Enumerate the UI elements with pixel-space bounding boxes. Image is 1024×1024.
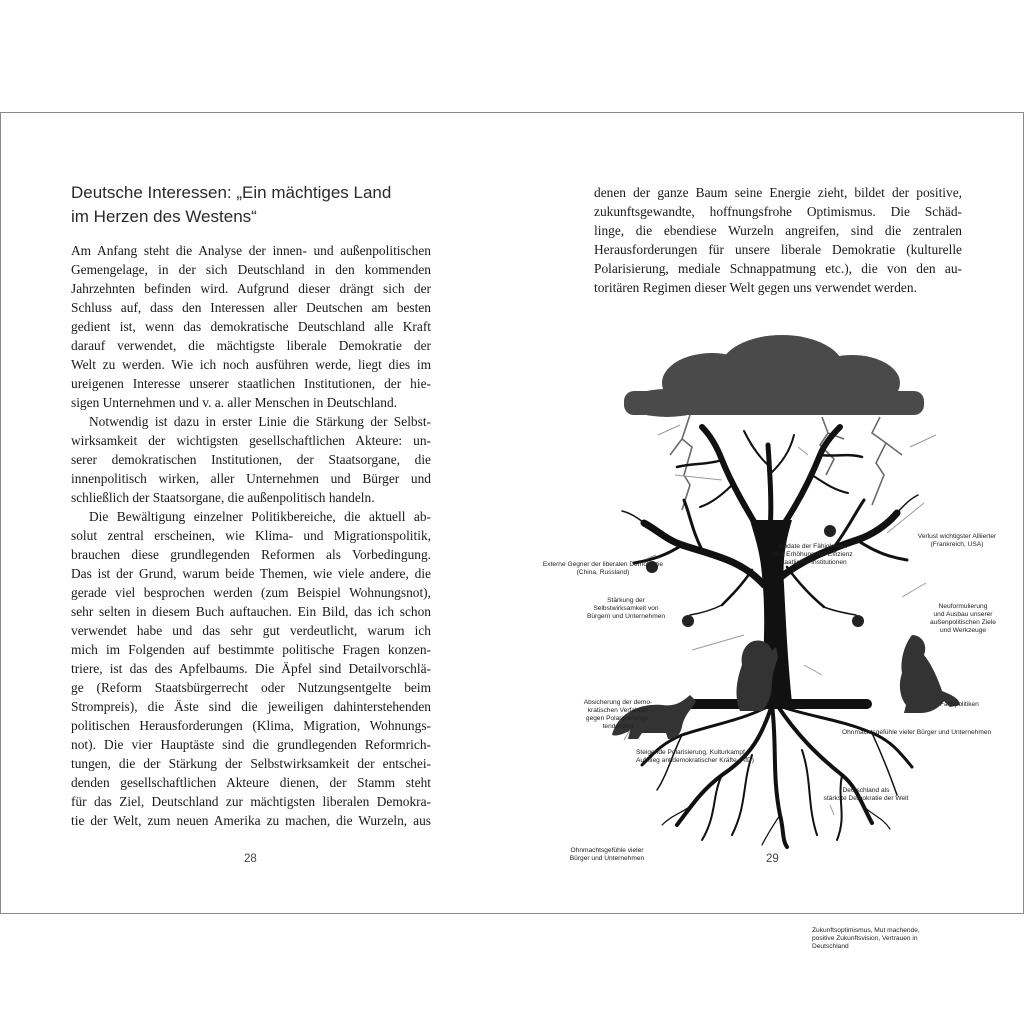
text-line: tie der Welt, zum neuen Amerika zu machen, die Wurzeln, aus: [71, 813, 431, 828]
text-line: Notwendig ist dazu in erster Linie die Stärkung der Selbst-: [89, 414, 431, 429]
text-line: wirksamkeit der wichtigsten gesellschaftlichen Akteure: un-: [71, 433, 431, 448]
left-page: [1, 113, 512, 913]
text-line: ge (Reform Staatsbürgerrecht oder Nutzungsentgelte beim: [71, 680, 431, 695]
label-neuformulierung: Neuformulierung und Ausbau unserer außenpolitischen Ziele und Werkzeuge: [930, 603, 996, 634]
text-line: Das ist der Grund, warum beide Themen, wie viele andere, die: [71, 566, 431, 581]
text-line: zukunftsgewandte, hoffnungsfrohe Optimismus. Die Schäd-: [594, 204, 962, 219]
tree-roots: [642, 705, 912, 847]
label-update-faehigkeiten: Update der Fähigkeiten und Erhöhung der Effizienz staatlicher Institutionen: [773, 543, 853, 566]
text-line: tungen, die der Stärkung der Selbstwirksamkeit der entschei-: [71, 756, 431, 771]
label-fachpolitiken: Fachpolitiken: [940, 701, 979, 708]
tree-drawing: [572, 335, 972, 855]
label-polarisierung: Steigende Polarisierung, Kulturkampf, Aufstieg antidemokratischer Kräfte (AfD): [636, 749, 755, 764]
label-verlust-alliierter: Verlust wichtigster Alliierter (Frankreich, USA): [917, 533, 997, 548]
chapter-heading: [71, 181, 441, 229]
text-line: Am Anfang steht die Analyse der innen- und außenpolitischen: [71, 243, 431, 258]
text-line: ureigenen Interesse unserer staatlichen Institutionen, der hie-: [71, 376, 431, 391]
text-line: Schluss auf, dass den Interessen aller Deutschen am besten: [71, 300, 431, 315]
text-line: Gemengelage, in der sich Deutschland in den kommenden: [71, 262, 431, 277]
label-staerkung-selbstwirksamkeit: Stärkung der Selbstwirksamkeit von Bürgern und Unternehmen: [586, 597, 666, 620]
text-line: sehr selten in diesem Buch auftauchen. Ein Bild, das ich schon: [71, 604, 431, 619]
label-ohnmacht-right: Ohnmachtsgefühle vieler Bürger und Unternehmen: [842, 729, 992, 736]
text-line: triere, ist das des Apfelbaums. Die Äpfel sind Detailvorschlä-: [71, 661, 431, 676]
heading-line-1: Deutsche Interessen: „Ein mächtiges Land: [71, 183, 392, 202]
text-line: denen der ganze Baum seine Energie zieht, bildet der positive,: [594, 185, 962, 200]
text-line: linge, die ebendiese Wurzeln angreifen, sind die zentralen: [594, 223, 962, 238]
text-line: Polarisierung, mediale Schnappatmung etc.), die von den au-: [594, 261, 962, 276]
label-externe-gegner: Externe Gegner der liberalen Demokratie (China, Russland): [542, 561, 664, 576]
text-line: verwendet habe und das sehr gut verdeutlicht, warum ich: [71, 623, 431, 638]
page-number: 29: [766, 853, 779, 865]
label-deutschland-staerkste: Deutschland als stärkste Demokratie der Welt: [823, 787, 909, 802]
text-line: Jahrzehnten befinden wird. Aufgrund dieser drängt sich der: [71, 281, 431, 296]
text-line: gedient ist, wenn das demokratische Deutschland alle Kraft: [71, 319, 431, 334]
label-absicherung: Absicherung der demo- kratischen Verfahren gegen Polarisierungs- tendenzen: [583, 699, 653, 730]
text-line: innenpolitisch wirken, aller Unternehmen und Bürger und: [71, 471, 431, 486]
label-ohnmacht-left: Ohnmachtsgefühle vieler Bürger und Unternehmen: [569, 847, 645, 862]
text-line: solut zentral erscheinen, wie Klima- und Migrationspolitik,: [71, 528, 431, 543]
text-line: toritären Regimen dieser Welt gegen uns verwendet werden.: [594, 280, 917, 295]
text-line: brauchen diese grundlegenden Reformen als Vorbedingung.: [71, 547, 431, 562]
text-line: not). Die vier Hauptäste sind die grundlegenden Reformrich-: [71, 737, 431, 752]
text-line: darauf verwendet, die mächtigste liberale Demokratie der: [71, 338, 431, 353]
text-line: Welt zu werden. Wie ich noch ausführen werde, liegt dies im: [71, 357, 431, 372]
text-line: mich im Folgenden auf bestimmte politische Fragen konzen-: [71, 642, 431, 657]
text-line: Strompreis), die Äste sind die jeweiligen dahinterstehenden: [71, 699, 431, 714]
storm-cloud: [624, 335, 924, 417]
book-spread: [0, 112, 1024, 950]
text-line: Herausforderungen für unsere liberale Demokratie (kulturelle: [594, 242, 962, 257]
text-line: schließlich der Staatsorgane, die außenpolitisch handeln.: [71, 490, 375, 505]
right-page: [512, 113, 1023, 950]
text-line: für das Ziel, Deutschland zur mächtigsten liberalen Demokra-: [71, 794, 431, 809]
heading-line-2: im Herzen des Westens“: [71, 207, 257, 226]
text-line: Die Bewältigung einzelner Politikbereiche, die aktuell ab-: [89, 509, 431, 524]
text-line: sigen Unternehmen und v. a. aller Menschen in Deutschland.: [71, 395, 397, 410]
text-line: gerade viel besprochen werden (zum Beispiel Wohnungsnot),: [71, 585, 431, 600]
page-number: 28: [244, 853, 257, 865]
text-line: serer demokratischen Institutionen, der Staatsorgane, die: [71, 452, 431, 467]
text-line: denden gesellschaftlichen Akteure dienen, der Stamm steht: [71, 775, 431, 790]
label-zukunftsoptimismus: Zukunftsoptimismus, Mut machende, positive Zukunftsvision, Vertrauen in Deutschland: [812, 927, 920, 950]
text-line: politischen Herausforderungen (Klima, Migration, Wohnungs-: [71, 718, 431, 733]
